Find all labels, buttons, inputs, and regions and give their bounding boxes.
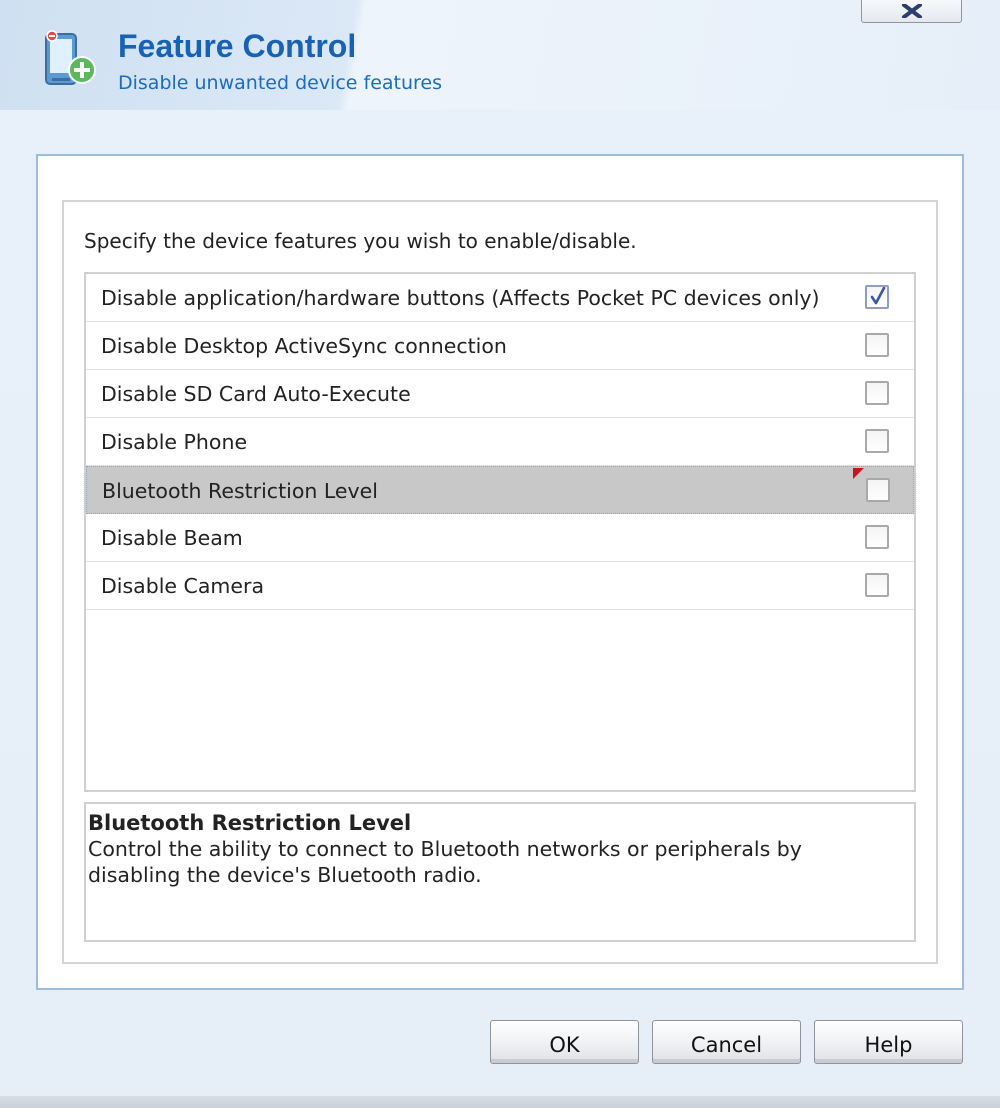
feature-label: Disable Beam xyxy=(101,526,243,550)
checkmark-icon xyxy=(869,287,887,307)
feature-checkbox[interactable] xyxy=(865,525,889,549)
instruction-text: Specify the device features you wish to enable/disable. xyxy=(84,229,637,253)
help-button[interactable]: Help xyxy=(814,1020,963,1064)
feature-row[interactable] xyxy=(86,562,914,610)
page-title: Feature Control xyxy=(118,28,357,64)
feature-checkbox[interactable] xyxy=(865,573,889,597)
device-add-icon xyxy=(42,28,100,90)
feature-checkbox[interactable] xyxy=(865,429,889,453)
feature-row[interactable] xyxy=(86,274,914,322)
close-button[interactable] xyxy=(861,0,962,23)
feature-row[interactable] xyxy=(86,418,914,466)
page-subtitle: Disable unwanted device features xyxy=(118,72,443,94)
feature-label: Disable Desktop ActiveSync connection xyxy=(101,334,507,358)
feature-checkbox[interactable] xyxy=(865,285,889,309)
feature-checkbox[interactable] xyxy=(866,478,890,502)
feature-label: Disable SD Card Auto-Execute xyxy=(101,382,411,406)
changed-flag-icon xyxy=(853,468,864,479)
feature-row[interactable] xyxy=(86,514,914,562)
feature-label: Disable application/hardware buttons (Affects Pocket PC devices only) xyxy=(101,286,820,310)
feature-row[interactable] xyxy=(86,370,914,418)
feature-checkbox[interactable] xyxy=(865,333,889,357)
description-box xyxy=(84,802,916,942)
feature-label: Bluetooth Restriction Level xyxy=(102,479,378,503)
ok-button[interactable]: OK xyxy=(490,1020,639,1064)
features-list xyxy=(84,272,916,792)
cancel-button[interactable]: Cancel xyxy=(652,1020,801,1064)
description-text: Control the ability to connect to Bluetooth networks or peripherals by disabling the device's Bluetooth radio. xyxy=(88,837,802,887)
feature-checkbox[interactable] xyxy=(865,381,889,405)
feature-row[interactable] xyxy=(86,466,914,514)
close-icon xyxy=(901,4,923,18)
description-title: Bluetooth Restriction Level xyxy=(88,811,412,835)
bottom-edge xyxy=(0,1096,1000,1108)
feature-label: Disable Camera xyxy=(101,574,265,598)
feature-label: Disable Phone xyxy=(101,430,248,454)
feature-row[interactable] xyxy=(86,322,914,370)
